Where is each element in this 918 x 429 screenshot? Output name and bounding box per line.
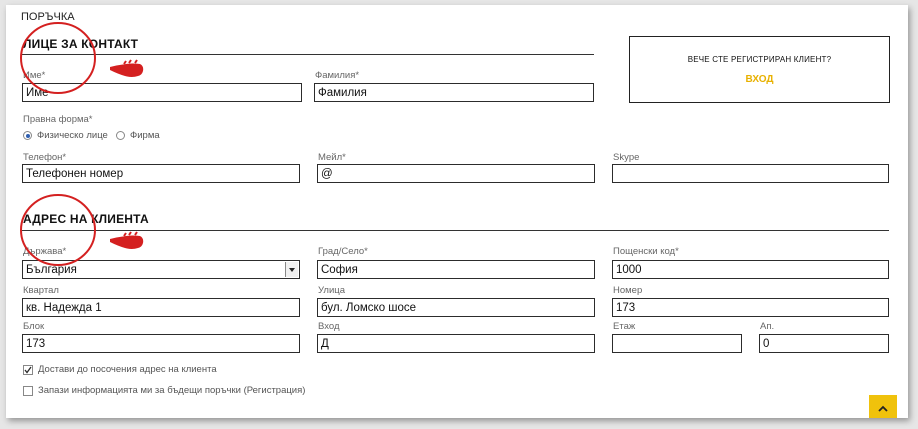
first-name-input[interactable]: Име: [22, 83, 302, 102]
annotation-circle-address: [21, 195, 95, 265]
page-title: ПОРЪЧКА: [21, 11, 75, 23]
district-input[interactable]: кв. Надежда 1: [22, 298, 300, 317]
skype-label: Skype: [613, 152, 640, 163]
radio-company-label: Фирма: [130, 130, 160, 141]
block-label: Блок: [23, 321, 45, 332]
country-label: Държава*: [23, 246, 67, 257]
block-input[interactable]: 173: [22, 334, 300, 353]
street-label: Улица: [318, 285, 345, 296]
annotation-circle-contact: [21, 23, 95, 93]
order-form-card: [6, 5, 908, 418]
phone-label: Телефон*: [23, 152, 67, 163]
radio-individual-label: Физическо лице: [37, 130, 108, 141]
deliver-to-address-label: Достави до посочения адрес на клиента: [38, 364, 217, 375]
entrance-input[interactable]: Д: [317, 334, 595, 353]
email-label: Мейл*: [318, 152, 346, 163]
street-input[interactable]: бул. Ломско шосе: [317, 298, 595, 317]
save-info-label: Запази информацията ми за бъдещи поръчки (Регистрация): [38, 385, 306, 396]
first-name-label: Име*: [23, 70, 46, 81]
login-question: ВЕЧЕ СТЕ РЕГИСТРИРАН КЛИЕНТ?: [687, 55, 832, 64]
number-label: Номер: [613, 285, 643, 296]
address-section-title: АДРЕС НА КЛИЕНТА: [23, 212, 149, 226]
email-input[interactable]: @: [317, 164, 595, 183]
postcode-label: Пощенски код*: [613, 246, 679, 257]
annotation-overlay: [6, 5, 908, 418]
postcode-input[interactable]: 1000: [612, 260, 889, 279]
number-input[interactable]: 173: [612, 298, 889, 317]
country-select-value: България: [26, 264, 77, 276]
legal-form-label: Правна форма*: [23, 114, 93, 125]
apartment-input[interactable]: 0: [759, 334, 889, 353]
phone-input[interactable]: Телефонен номер: [22, 164, 300, 183]
floor-label: Етаж: [613, 321, 636, 332]
city-input[interactable]: София: [317, 260, 595, 279]
district-label: Квартал: [23, 285, 59, 296]
apartment-label: Ап.: [760, 321, 775, 332]
entrance-label: Вход: [318, 321, 340, 332]
city-label: Град/Село*: [318, 246, 368, 257]
hand-pointer-icon: [110, 232, 143, 249]
last-name-label: Фамилия*: [315, 70, 360, 81]
last-name-input[interactable]: Фамилия: [314, 83, 594, 102]
login-link[interactable]: ВХОД: [745, 74, 774, 85]
hand-pointer-icon: [110, 60, 143, 77]
contact-section-title: ЛИЦЕ ЗА КОНТАКТ: [23, 37, 139, 51]
